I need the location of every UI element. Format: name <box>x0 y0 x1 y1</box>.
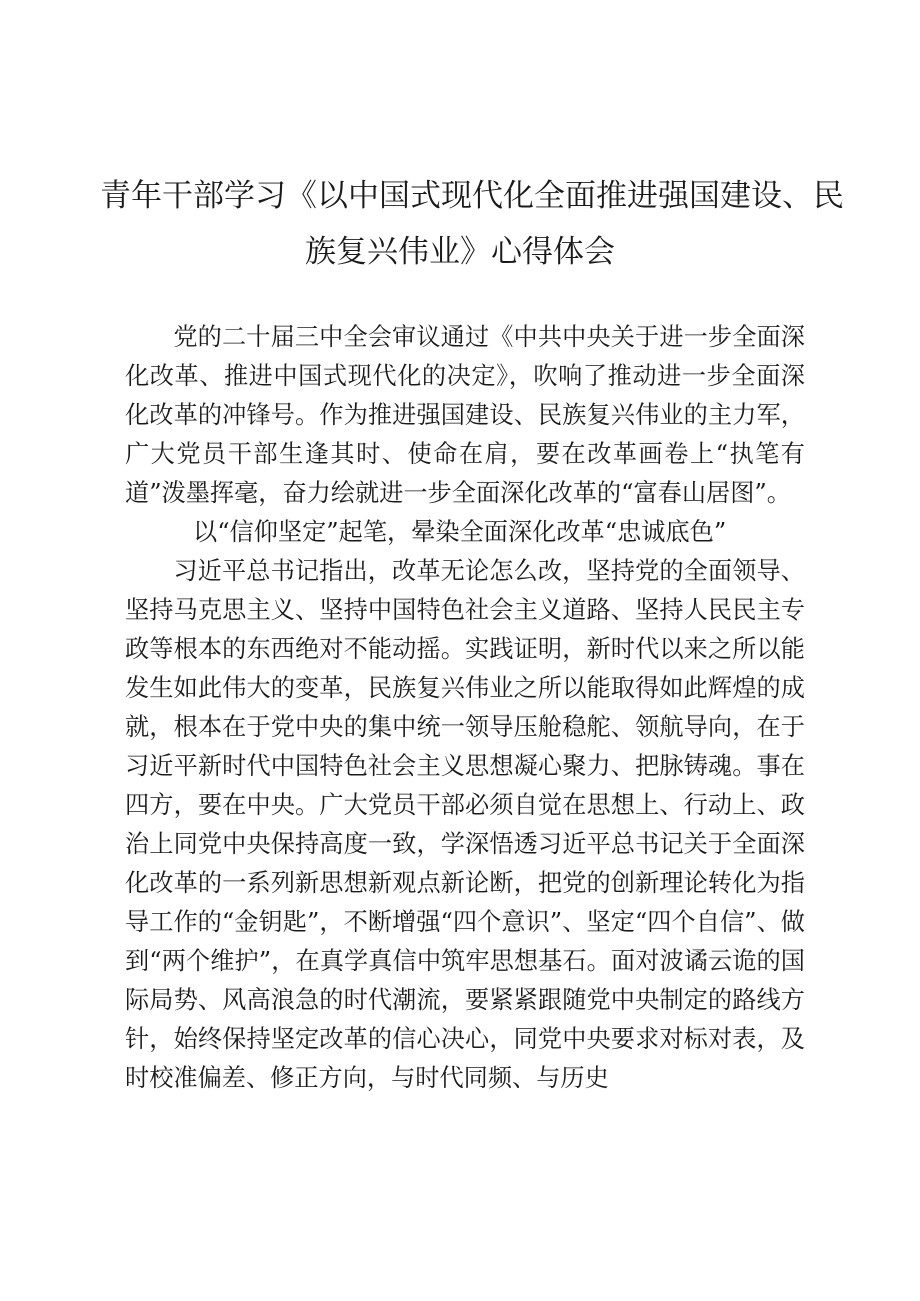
title-line-1: 青年干部学习《以中国式现代化全面推进强国建设、民 <box>100 178 844 214</box>
document-body <box>125 318 805 1098</box>
title-line-2: 族复兴伟业》心得体会 <box>305 234 615 270</box>
intro-paragraph: 党的二十届三中全会审议通过《中共中央关于进一步全面深化改革、推进中国式现代化的决定》，吹响了推动进一步全面深化改革的冲锋号。作为推进强国建设、民族复兴伟业的主力军，广大党员干部生逢其时、使命在肩，要在改革画卷上“执笔有道”泼墨挥毫，奋力绘就进一步全面深化改革的“富春山居图”。 <box>125 323 805 507</box>
body-paragraph: 习近平总书记指出，改革无论怎么改，坚持党的全面领导、坚持马克思主义、坚持中国特色社会主义道路、坚持人民民主专政等根本的东西绝对不能动摇。实践证明，新时代以来之所以能发生如此伟大的变革，民族复兴伟业之所以能取得如此辉煌的成就，根本在于党中央的集中统一领导压舱稳舵、领航导向，在于习近平新时代中国特色社会主义思想凝心聚力、把脉铸魂。事在四方，要在中央。广大党员干部必须自觉在思想上、行动上、政治上同党中央保持高度一致，学深悟透习近平总书记关于全面深化改革的一系列新思想新观点新论断，把党的创新理论转化为指导工作的“金钥匙”，不断增强“四个意识”、坚定“四个自信”、做到“两个维护”，在真学真信中筑牢思想基石。面对波谲云诡的国际局势、风高浪急的时代潮流，要紧紧跟随党中央制定的路线方针，始终保持坚定改革的信心决心，同党中央要求对标对表，及时校准偏差、修正方向，与时代同频、与历史 <box>125 557 805 1092</box>
document-title <box>100 168 844 280</box>
section-subheading: 以“信仰坚定”起笔，晕染全面深化改革“忠诚底色” <box>193 518 727 546</box>
